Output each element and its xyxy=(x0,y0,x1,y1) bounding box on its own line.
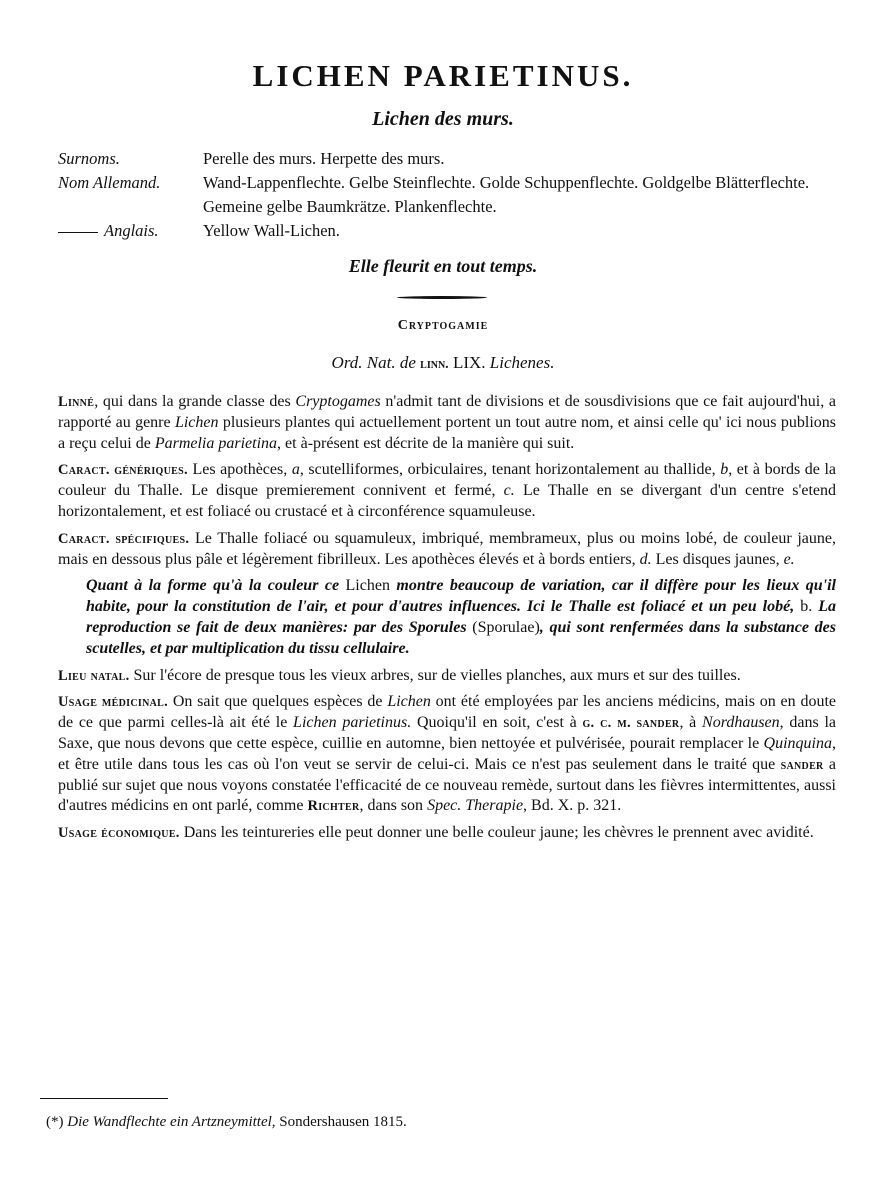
text-run: , dans la Saxe, que nous devons que cette espèce, cuillie en automne, bien nettoyée et pulvérisée, pourait remplacer le xyxy=(58,714,836,752)
footnote-rest: Sondershausen 1815. xyxy=(275,1114,407,1130)
common-names xyxy=(58,147,858,243)
italic-run: d. xyxy=(639,550,652,568)
text-run: (Sporulae) xyxy=(466,618,540,636)
footnote-title: Die Wandflechte ein Artzneymittel, xyxy=(67,1114,276,1130)
italic-run: Spec. Therapie xyxy=(427,797,524,815)
footnote-rule xyxy=(40,1098,168,1099)
text-run: montre beaucoup de variation, car il diffère pour les lieux qu'il habite, pour la constitution de l'air, et pour d'autres influences. Ici le Thalle est foliacé et un peu lobé, xyxy=(86,577,837,616)
variation-paragraph xyxy=(86,576,836,659)
text-run: ont été employées par les anciens médicins, mais on en doute de ce que parmi celles-là ait été le xyxy=(58,693,837,732)
economic-use-paragraph xyxy=(58,823,836,844)
text-run: Sur l'écore de presque tous les vieux arbres, sur de vielles planches, aux murs et sur des tuilles. xyxy=(129,666,741,684)
italic-run: Nordhausen xyxy=(702,714,780,732)
generic-characters-paragraph xyxy=(58,460,836,522)
smallcaps-run: Richter xyxy=(307,798,360,815)
anglais-label: Anglais. xyxy=(104,221,159,240)
classification-heading: Cryptogamie xyxy=(397,318,489,333)
text-run: , qui dans la grande classe des xyxy=(94,393,296,410)
italic-run: Lichen xyxy=(174,413,219,431)
allemand-value: Wand-Lappenflechte. Gelbe Steinflechte. Golde Schuppenflechte. Goldgelbe Blätterflechte. Gemeine gelbe Baumkrätze. Plankenflechte. xyxy=(203,173,810,216)
text-run: , qui sont renfermées dans la substance des scutelles, et par multiplication du tissu cellulaire. xyxy=(86,618,837,657)
text-run: Sporules xyxy=(408,618,467,636)
order-number: LIX. xyxy=(452,353,486,372)
italic-run: a xyxy=(291,461,300,479)
intro-lead: Linné xyxy=(58,394,95,410)
italic-run: Lichen xyxy=(387,693,431,711)
italic-run: Parmelia parietina xyxy=(154,434,278,452)
allemand-label: Nom Allemand. xyxy=(58,173,161,192)
italic-run: c. xyxy=(503,482,515,500)
medicinal-lead: Usage médicinal. xyxy=(58,694,169,711)
text-run: , à xyxy=(679,714,703,732)
dash-mark xyxy=(58,232,98,233)
surnoms-row xyxy=(58,147,858,171)
medicinal-use-paragraph xyxy=(58,692,836,817)
habitat-paragraph xyxy=(58,666,836,687)
text-run: Les apothèces, xyxy=(187,461,292,479)
text-run: Les disques jaunes, xyxy=(651,550,784,568)
text-run: , et à-présent est décrite de la manière qui suit. xyxy=(277,434,575,452)
order-name: Lichenes. xyxy=(489,353,555,372)
specific-characters-paragraph xyxy=(58,529,836,571)
body-text xyxy=(58,392,836,850)
flowering-note: Elle fleurit en tout temps. xyxy=(348,256,538,276)
italic-run: Quinquina xyxy=(763,734,832,752)
anglais-value: Yellow Wall-Lichen. xyxy=(203,221,340,240)
text-run: Dans les teintureries elle peut donner une belle couleur jaune; les chèvres le prennent avec avidité. xyxy=(179,824,814,842)
page-title: LICHEN PARIETINUS. xyxy=(252,58,634,93)
order-line xyxy=(0,353,886,373)
text-run: , dans son xyxy=(359,797,428,815)
ornamental-rule xyxy=(397,296,487,299)
footnote-mark: (*) xyxy=(46,1114,64,1130)
anglais-row xyxy=(58,219,858,243)
italic-run: Lichen parietinus. xyxy=(293,714,412,732)
text-run: a publié sur sujet que nous voyons constatée l'efficacité de ce nouveau remède, surtout dans les fièvres intermittentes, aussi d'autres médicins en ont parlé, comme xyxy=(58,755,837,815)
economic-lead: Usage économique. xyxy=(58,825,180,842)
text-run: , et être utile dans tous les cas où l'on veut se servir de celui-ci. Mais ce n'est pas seulement dans le traité que xyxy=(58,734,836,773)
text-run: , scutelliformes, orbiculaires, tenant horizontalement au thallide, xyxy=(299,461,721,479)
text-run: Quoiqu'il en soit, c'est à xyxy=(411,714,583,732)
italic-run: b xyxy=(720,461,729,479)
text-run: Lichen xyxy=(345,577,390,595)
surnoms-label: Surnoms. xyxy=(58,149,120,168)
intro-paragraph xyxy=(58,392,836,454)
text-run: Quant à la forme qu'à la couleur ce xyxy=(86,577,346,595)
text-run: Le Thalle foliacé ou squamuleux, imbriqué, membrameux, plus ou moins lobé, de couleur jaune, mais en dessous plus pâle et légèrement fibrilleux. Les apothèces élevés et à bords entiers, xyxy=(58,529,836,568)
text-run: b. xyxy=(800,598,813,616)
text-run: , Bd. X. p. 321. xyxy=(523,797,622,815)
text-run: n'admit tant de divisions et de sousdivisions que ce fait aujourd'hui, a rapporté au genre xyxy=(58,393,836,431)
smallcaps-run: g. c. m. sander xyxy=(582,715,680,732)
surnoms-value: Perelle des murs. Herpette des murs. xyxy=(203,149,445,168)
text-run: plusieurs plantes qui actuellement portent un tout autre nom, et ainsi celle qu' ici nous publions a reçu celui de xyxy=(58,413,836,452)
footnote xyxy=(46,1114,407,1131)
order-prefix: Ord. Nat. de xyxy=(331,353,416,372)
text-run: La reproduction se fait de deux manières: par des xyxy=(86,598,836,636)
specific-lead: Caract. spécifiques. xyxy=(58,530,190,547)
smallcaps-run: sander xyxy=(780,756,824,773)
italic-run: Cryptogames xyxy=(295,393,381,410)
allemand-row xyxy=(58,171,858,219)
page-subtitle: Lichen des murs. xyxy=(372,108,514,130)
italic-run: e. xyxy=(783,550,795,568)
text-run: On sait que quelques espèces de xyxy=(168,693,388,711)
habitat-lead: Lieu natal. xyxy=(58,667,130,684)
anglais-key xyxy=(58,219,203,243)
generic-lead: Caract. génériques. xyxy=(58,462,188,479)
text-run: Le Thalle en se divergant d'un centre s'etend horizontalement, et est foliacé ou crustacé et à circonférence squamuleuse. xyxy=(58,482,837,520)
order-linn: linn. xyxy=(420,357,449,372)
text-run: , et à bords de la couleur du Thalle. Le disque premierement connivent et fermé, xyxy=(58,461,836,500)
